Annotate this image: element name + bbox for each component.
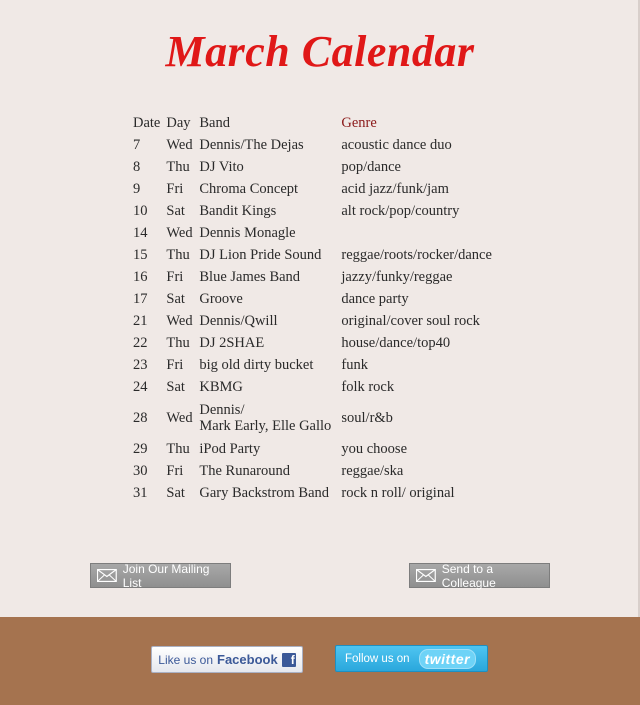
cell-day: Thu — [166, 159, 190, 176]
cell-band: Dennis/The Dejas — [199, 137, 304, 154]
cell-genre: dance party — [341, 291, 409, 308]
table-row — [130, 461, 495, 483]
join-mailing-list-button[interactable] — [90, 563, 231, 588]
facebook-like-button[interactable] — [151, 646, 303, 673]
header-date: Date — [133, 115, 161, 132]
cell-genre: alt rock/pop/country — [341, 203, 460, 220]
cell-day: Thu — [166, 247, 190, 264]
cell-band-line1: Dennis/ — [199, 402, 245, 419]
cell-genre: you choose — [341, 441, 408, 458]
cell-band: Chroma Concept — [199, 181, 299, 198]
table-row — [130, 179, 495, 201]
header-genre: Genre — [341, 115, 377, 132]
facebook-icon: f — [282, 653, 296, 667]
table-row — [130, 223, 495, 245]
cell-date: 24 — [133, 379, 148, 396]
calendar-body — [130, 135, 495, 505]
cell-genre: folk rock — [341, 379, 395, 396]
cell-day: Fri — [166, 357, 184, 374]
table-row — [130, 483, 495, 505]
cell-day: Wed — [166, 225, 193, 242]
envelope-icon — [416, 569, 436, 582]
header-day: Day — [166, 115, 191, 132]
envelope-icon — [97, 569, 117, 582]
cell-date: 10 — [133, 203, 148, 220]
cell-day: Wed — [166, 313, 193, 330]
calendar-table — [130, 113, 495, 505]
cell-date: 7 — [133, 137, 141, 154]
cell-day: Fri — [166, 269, 184, 286]
facebook-brand: Facebook — [217, 652, 278, 667]
cell-date: 8 — [133, 159, 141, 176]
cell-day: Sat — [166, 203, 185, 220]
table-row — [130, 355, 495, 377]
twitter-logo: twitter — [419, 649, 477, 669]
page-title: March Calendar — [165, 27, 475, 76]
table-row — [130, 135, 495, 157]
cell-date: 23 — [133, 357, 148, 374]
cell-day: Thu — [166, 441, 190, 458]
cell-day: Sat — [166, 379, 185, 396]
cell-day: Wed — [166, 410, 193, 427]
cell-date: 28 — [133, 410, 148, 427]
cell-genre: rock n roll/ original — [341, 485, 455, 502]
table-row — [130, 439, 495, 461]
footer-bar — [0, 617, 640, 705]
cell-genre — [338, 223, 495, 245]
table-header-row — [130, 113, 495, 135]
cell-day: Wed — [166, 137, 193, 154]
table-row — [130, 377, 495, 399]
twitter-follow-button[interactable] — [335, 645, 488, 672]
cell-genre: soul/r&b — [341, 410, 393, 427]
table-row — [130, 399, 495, 439]
cell-band: Blue James Band — [199, 269, 301, 286]
table-row — [130, 333, 495, 355]
cell-band: KBMG — [199, 379, 243, 396]
cell-genre: house/dance/top40 — [341, 335, 451, 352]
table-row — [130, 267, 495, 289]
table-row — [130, 311, 495, 333]
cell-date: 15 — [133, 247, 148, 264]
cell-genre: acid jazz/funk/jam — [341, 181, 449, 198]
cell-day: Sat — [166, 485, 185, 502]
cell-band — [196, 399, 338, 439]
cell-genre: reggae/ska — [341, 463, 404, 480]
table-row — [130, 157, 495, 179]
cell-date: 30 — [133, 463, 148, 480]
cell-date: 21 — [133, 313, 148, 330]
cell-genre: reggae/roots/rocker/dance — [341, 247, 492, 264]
cell-date: 9 — [133, 181, 141, 198]
cell-genre: original/cover soul rock — [341, 313, 480, 330]
table-row — [130, 201, 495, 223]
cell-date: 31 — [133, 485, 148, 502]
facebook-prefix: Like us on — [158, 652, 213, 667]
cell-band: The Runaround — [199, 463, 290, 480]
table-row — [130, 245, 495, 267]
cell-date: 17 — [133, 291, 148, 308]
cell-band: DJ Lion Pride Sound — [199, 247, 322, 264]
cell-band: DJ 2SHAE — [199, 335, 265, 352]
cell-band: Bandit Kings — [199, 203, 277, 220]
cell-band: Dennis Monagle — [199, 225, 296, 242]
cell-genre: funk — [341, 357, 368, 374]
cell-band-line2: Mark Early, Elle Gallo — [199, 418, 332, 434]
cell-date: 29 — [133, 441, 148, 458]
cell-date: 16 — [133, 269, 148, 286]
cell-band: Groove — [199, 291, 243, 308]
cell-band: Dennis/Qwill — [199, 313, 278, 330]
cell-band: Gary Backstrom Band — [199, 485, 330, 502]
cell-genre: jazzy/funky/reggae — [341, 269, 453, 286]
cell-day: Fri — [166, 463, 184, 480]
table-row — [130, 289, 495, 311]
send-to-colleague-label: Send to a Colleague — [441, 561, 496, 590]
cell-day: Thu — [166, 335, 190, 352]
twitter-prefix: Follow us on — [345, 652, 410, 665]
cell-day: Fri — [166, 181, 184, 198]
cell-band: iPod Party — [199, 441, 261, 458]
join-mailing-list-label: Join Our Mailing List — [122, 561, 210, 590]
cell-genre: pop/dance — [341, 159, 401, 176]
send-to-colleague-button[interactable] — [409, 563, 550, 588]
cell-day: Sat — [166, 291, 185, 308]
cell-band: big old dirty bucket — [199, 357, 314, 374]
cell-date: 14 — [133, 225, 148, 242]
cell-genre: acoustic dance duo — [341, 137, 452, 154]
cell-date: 22 — [133, 335, 148, 352]
cell-band: DJ Vito — [199, 159, 244, 176]
header-band: Band — [199, 115, 230, 132]
